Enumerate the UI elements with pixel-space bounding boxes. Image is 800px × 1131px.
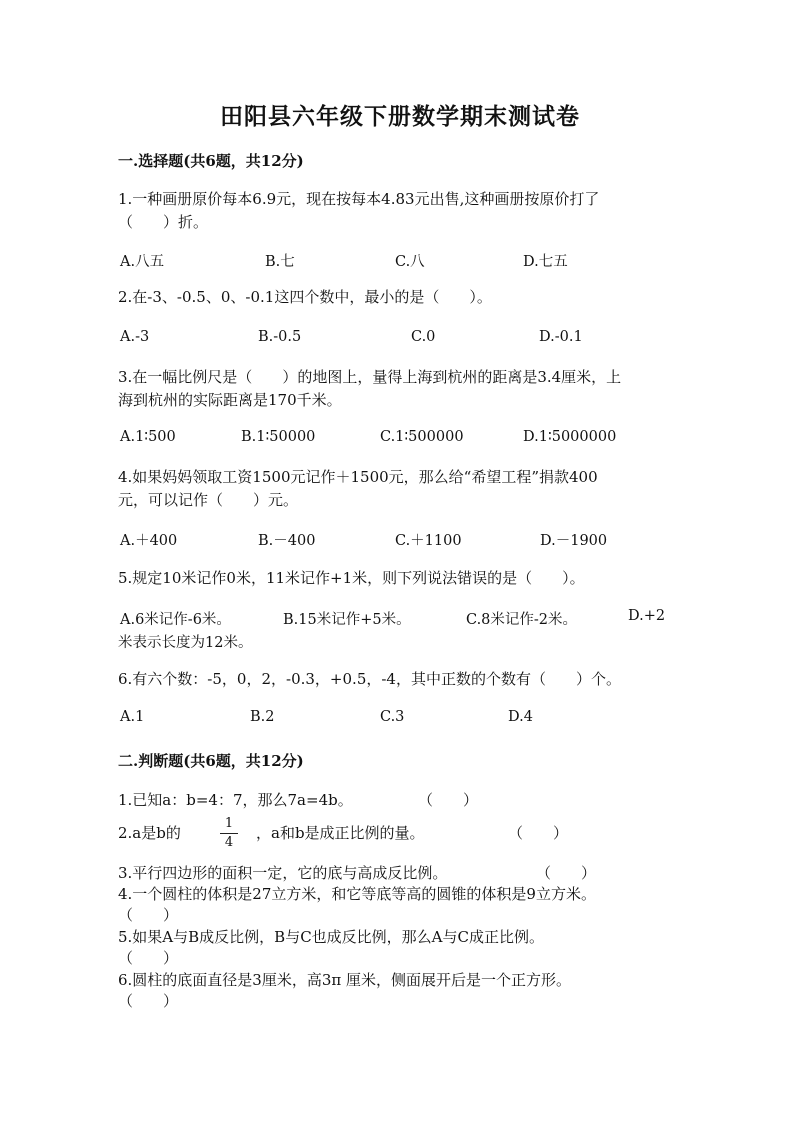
answer-paren: （ ） xyxy=(536,864,597,882)
option-d-continued: 米表示长度为12米。 xyxy=(118,635,253,651)
option-b: B.15米记作+5米。 xyxy=(283,612,411,628)
option-c: C.＋1100 xyxy=(395,533,462,549)
option-a: A.1 xyxy=(120,709,145,725)
question-text: （ ）折。 xyxy=(118,213,209,231)
question-text: 元，可以记作（ ）元。 xyxy=(118,491,299,509)
question-text: 6.有六个数：-5，0，2，-0.3，+0.5，-4，其中正数的个数有（ ）个。 xyxy=(118,670,621,688)
answer-paren: （ ） xyxy=(508,824,569,842)
answer-paren: （ ） xyxy=(118,906,179,924)
option-a: A.八五 xyxy=(120,254,165,270)
option-b: B.－400 xyxy=(258,533,316,549)
section-heading-choice: 一.选择题(共6题，共12分) xyxy=(118,152,304,170)
judgment-5-text: 5.如果A与B成反比例，B与C也成反比例，那么A与C成正比例。 xyxy=(118,928,544,946)
option-a: A.6米记作-6米。 xyxy=(120,612,231,628)
option-d: D.-0.1 xyxy=(539,329,583,345)
fraction-numerator: 1 xyxy=(224,816,234,831)
question-text: 海到杭州的实际距离是170千米。 xyxy=(118,391,342,409)
option-b: B.1∶50000 xyxy=(241,429,316,445)
option-a: A.-3 xyxy=(120,329,150,345)
question-2 xyxy=(118,286,678,309)
question-3 xyxy=(118,366,678,412)
option-c: C.1∶500000 xyxy=(380,429,464,445)
judgment-4-text: 4.一个圆柱的体积是27立方米，和它等底等高的圆锥的体积是9立方米。 xyxy=(118,885,596,903)
fraction-one-quarter xyxy=(218,816,240,851)
option-c: C.八 xyxy=(395,254,425,270)
judgment-1-text: 1.已知a：b=4：7，那么7a=4b。 xyxy=(118,791,353,809)
option-c: C.0 xyxy=(411,329,436,345)
option-d: D.－1900 xyxy=(540,533,608,549)
question-text: 3.在一幅比例尺是（ ）的地图上，量得上海到杭州的距离是3.4厘米，上 xyxy=(118,368,622,386)
option-c: C.3 xyxy=(380,709,405,725)
judgment-2-text-after: ，a和b是成正比例的量。 xyxy=(256,824,425,842)
option-b: B.2 xyxy=(250,709,275,725)
section-heading-judgment: 二.判断题(共6题，共12分) xyxy=(118,752,304,770)
judgment-6-text: 6.圆柱的底面直径是3厘米，高3π 厘米，侧面展开后是一个正方形。 xyxy=(118,971,572,989)
question-text: 2.在-3、-0.5、0、-0.1这四个数中，最小的是（ ）。 xyxy=(118,288,492,306)
option-d: D.七五 xyxy=(523,254,568,270)
question-6 xyxy=(118,668,678,691)
option-a: A.1∶500 xyxy=(120,429,176,445)
page-title: 田阳县六年级下册数学期末测试卷 xyxy=(220,103,580,130)
judgment-2-text: 2.a是b的 xyxy=(118,824,181,842)
question-5 xyxy=(118,567,678,590)
option-d: D.1∶5000000 xyxy=(523,429,617,445)
question-1 xyxy=(118,188,678,234)
fraction-denominator: 4 xyxy=(224,835,234,850)
option-c: C.8米记作-2米。 xyxy=(466,612,578,628)
question-4 xyxy=(118,466,678,512)
option-a: A.＋400 xyxy=(120,533,178,549)
question-text: 1.一种画册原价每本6.9元，现在按每本4.83元出售,这种画册按原价打了 xyxy=(118,190,600,208)
judgment-3-text: 3.平行四边形的面积一定，它的底与高成反比例。 xyxy=(118,864,448,882)
answer-paren: （ ） xyxy=(118,949,179,967)
question-text: 5.规定10米记作0米，11米记作+1米，则下列说法错误的是（ ）。 xyxy=(118,569,585,587)
answer-paren: （ ） xyxy=(418,791,479,809)
option-d: D.+2 xyxy=(628,608,666,624)
fraction-bar xyxy=(220,833,238,834)
answer-paren: （ ） xyxy=(118,992,179,1010)
option-b: B.七 xyxy=(265,254,295,270)
option-d: D.4 xyxy=(508,709,533,725)
question-text: 4.如果妈妈领取工资1500元记作＋1500元，那么给“希望工程”捐款400 xyxy=(118,468,598,486)
option-b: B.-0.5 xyxy=(258,329,302,345)
